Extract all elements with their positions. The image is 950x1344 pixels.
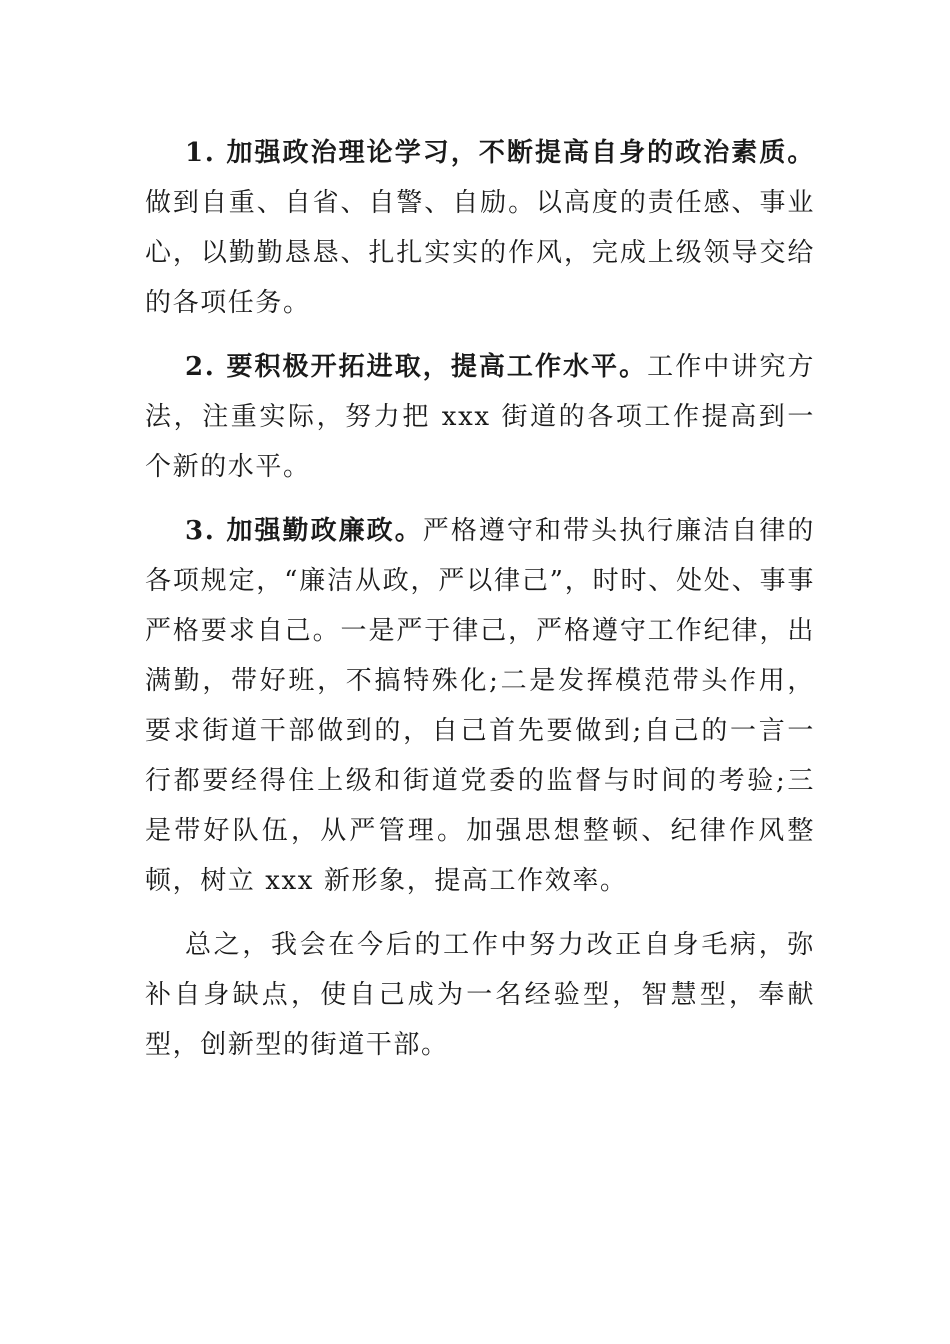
conclusion-paragraph <box>145 920 815 1070</box>
paragraph-3-heading: 3. 加强勤政廉政。 <box>185 516 423 546</box>
paragraph-1 <box>145 128 815 328</box>
paragraph-2-heading: 2. 要积极开拓进取，提高工作水平。 <box>185 352 648 382</box>
paragraph-3-body: 严格遵守和带头执行廉洁自律的各项规定，“廉洁从政，严以律己”，时时、处处、事事严格要求自己。一是严于律己，严格遵守工作纪律，出满勤，带好班，不搞特殊化;二是发挥模范带头作用，要求街道干部做到的，自己首先要做到;自己的一言一行都要经得住上级和街道党委的监督与时间的考验;三是带好队伍，从严管理。加强思想整顿、纪律作风整顿，树立 xxx 新形象，提高工作效率。 <box>145 516 815 896</box>
paragraph-3 <box>145 506 815 906</box>
document-page <box>145 128 815 1084</box>
conclusion-body: 总之，我会在今后的工作中努力改正自身毛病，弥补自身缺点，使自己成为一名经验型，智慧型，奉献型，创新型的街道干部。 <box>145 930 815 1060</box>
paragraph-1-heading: 1. 加强政治理论学习，不断提高自身的政治素质。 <box>185 138 815 168</box>
paragraph-2 <box>145 342 815 492</box>
paragraph-2-body: 工作中讲究方法，注重实际，努力把 xxx 街道的各项工作提高到一个新的水平。 <box>145 352 815 482</box>
paragraph-1-body: 做到自重、自省、自警、自励。以高度的责任感、事业心，以勤勤恳恳、扎扎实实的作风，完成上级领导交给的各项任务。 <box>145 188 815 318</box>
